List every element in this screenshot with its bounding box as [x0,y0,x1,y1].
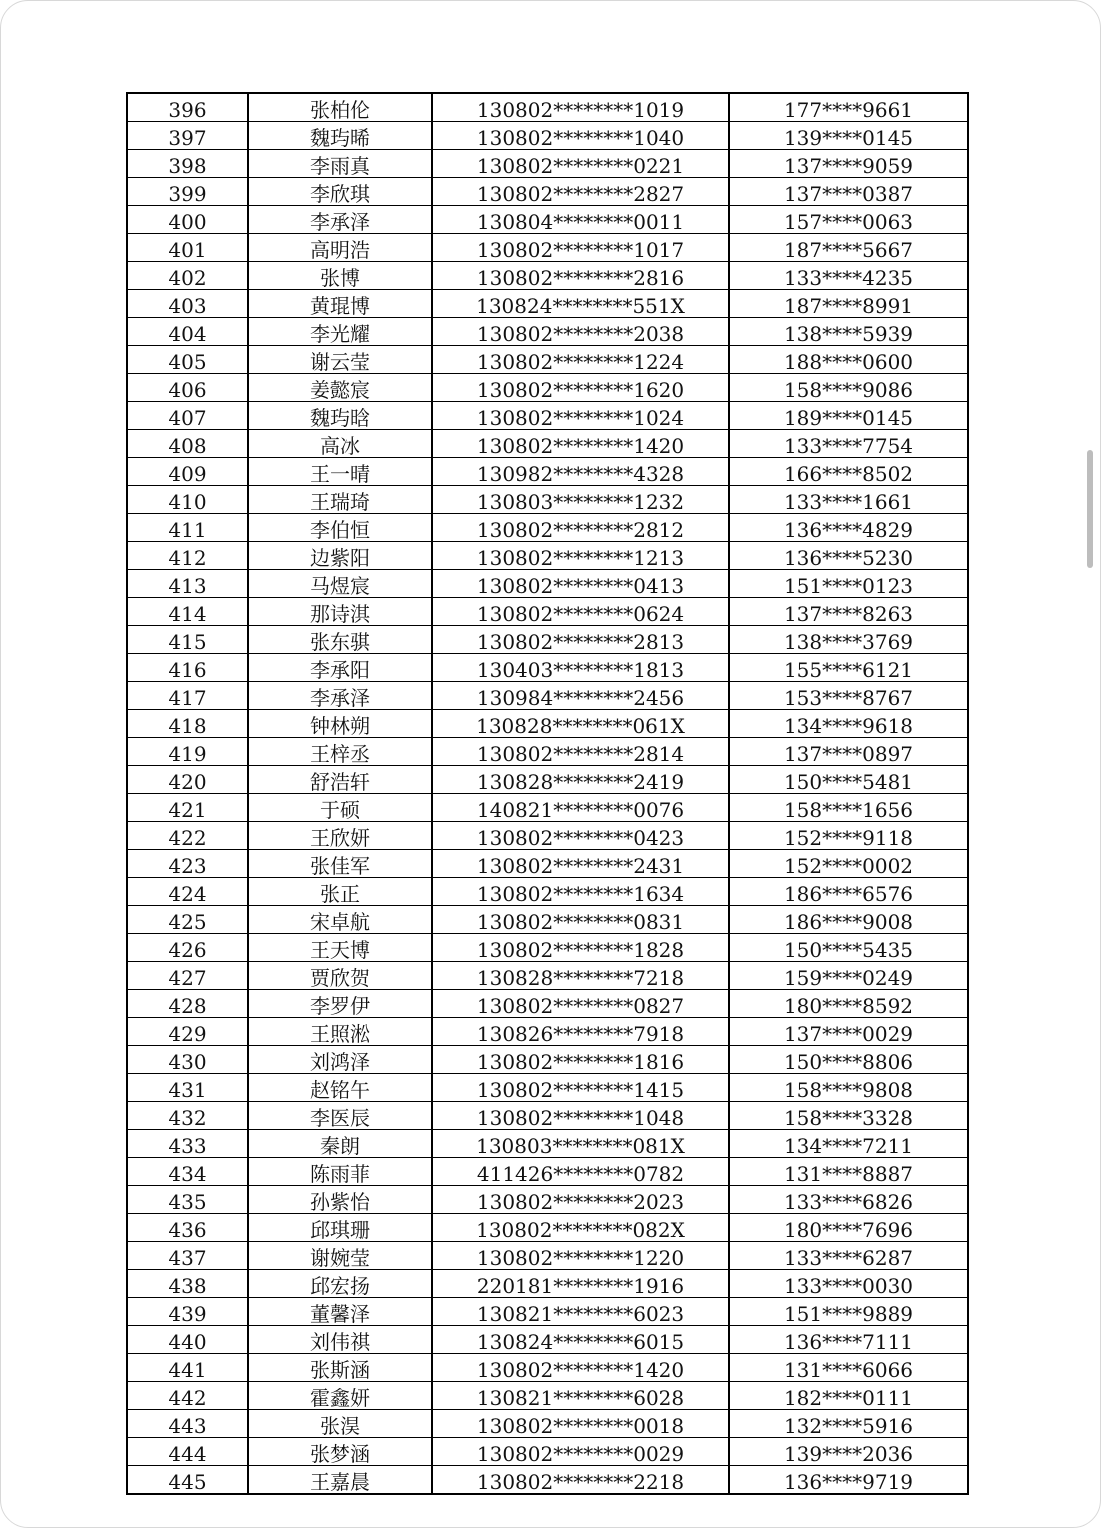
cell-name: 黄琨博 [248,290,432,318]
cell-name: 贾欣贺 [248,962,432,990]
cell-number: 438 [127,1270,248,1298]
cell-id-number: 130821********6028 [432,1382,729,1410]
cell-id-number: 130804********0011 [432,206,729,234]
cell-number: 409 [127,458,248,486]
cell-phone: 137****8263 [729,598,968,626]
table-row [127,1242,968,1270]
cell-id-number: 140821********0076 [432,794,729,822]
cell-id-number: 130826********7918 [432,1018,729,1046]
cell-name: 邱琪珊 [248,1214,432,1242]
cell-id-number: 130802********2827 [432,178,729,206]
cell-phone: 133****1661 [729,486,968,514]
cell-phone: 188****0600 [729,346,968,374]
cell-name: 马煜宸 [248,570,432,598]
table-row [127,93,968,122]
table-row [127,542,968,570]
table-row [127,1074,968,1102]
cell-name: 那诗淇 [248,598,432,626]
cell-id-number: 130982********4328 [432,458,729,486]
cell-phone: 133****0030 [729,1270,968,1298]
table-row [127,262,968,290]
cell-id-number: 130403********1813 [432,654,729,682]
cell-id-number: 411426********0782 [432,1158,729,1186]
cell-number: 437 [127,1242,248,1270]
cell-number: 397 [127,122,248,150]
table-row [127,1046,968,1074]
cell-number: 406 [127,374,248,402]
cell-name: 谢云莹 [248,346,432,374]
cell-number: 410 [127,486,248,514]
cell-name: 边紫阳 [248,542,432,570]
table-row [127,178,968,206]
table-row [127,290,968,318]
cell-phone: 139****2036 [729,1438,968,1466]
cell-number: 411 [127,514,248,542]
table-row [127,1270,968,1298]
table-row [127,766,968,794]
cell-name: 董馨泽 [248,1298,432,1326]
cell-phone: 158****1656 [729,794,968,822]
table-row [127,1298,968,1326]
cell-number: 408 [127,430,248,458]
cell-name: 高明浩 [248,234,432,262]
cell-number: 421 [127,794,248,822]
cell-phone: 151****0123 [729,570,968,598]
cell-phone: 182****0111 [729,1382,968,1410]
cell-id-number: 130802********0423 [432,822,729,850]
cell-phone: 157****0063 [729,206,968,234]
cell-name: 魏玙晞 [248,122,432,150]
cell-number: 422 [127,822,248,850]
cell-number: 403 [127,290,248,318]
cell-id-number: 130802********0831 [432,906,729,934]
cell-phone: 155****6121 [729,654,968,682]
cell-id-number: 130802********2813 [432,626,729,654]
cell-number: 399 [127,178,248,206]
cell-number: 398 [127,150,248,178]
cell-name: 张淏 [248,1410,432,1438]
table-row [127,1326,968,1354]
cell-number: 405 [127,346,248,374]
cell-phone: 186****6576 [729,878,968,906]
cell-name: 王梓丞 [248,738,432,766]
cell-id-number: 130802********1634 [432,878,729,906]
cell-phone: 152****9118 [729,822,968,850]
cell-id-number: 130802********0221 [432,150,729,178]
cell-id-number: 130802********2023 [432,1186,729,1214]
cell-id-number: 130802********0018 [432,1410,729,1438]
cell-phone: 133****6826 [729,1186,968,1214]
cell-number: 416 [127,654,248,682]
cell-name: 刘鸿泽 [248,1046,432,1074]
cell-name: 赵铭午 [248,1074,432,1102]
cell-number: 444 [127,1438,248,1466]
cell-id-number: 130802********1019 [432,93,729,122]
cell-number: 429 [127,1018,248,1046]
cell-phone: 131****6066 [729,1354,968,1382]
table-row [127,962,968,990]
table-row [127,374,968,402]
cell-id-number: 130802********1024 [432,402,729,430]
cell-phone: 150****5435 [729,934,968,962]
cell-phone: 187****8991 [729,290,968,318]
table-row [127,682,968,710]
cell-phone: 136****4829 [729,514,968,542]
table-row [127,906,968,934]
cell-name: 王瑞琦 [248,486,432,514]
table-row [127,458,968,486]
table-row [127,318,968,346]
cell-phone: 150****5481 [729,766,968,794]
cell-id-number: 130803********081X [432,1130,729,1158]
cell-phone: 159****0249 [729,962,968,990]
cell-number: 427 [127,962,248,990]
cell-phone: 133****7754 [729,430,968,458]
cell-id-number: 130802********1828 [432,934,729,962]
cell-id-number: 130802********2814 [432,738,729,766]
table-row [127,1354,968,1382]
cell-id-number: 130802********2816 [432,262,729,290]
cell-phone: 153****8767 [729,682,968,710]
table-row [127,1102,968,1130]
cell-number: 431 [127,1074,248,1102]
cell-number: 418 [127,710,248,738]
table-row [127,430,968,458]
table-row [127,654,968,682]
cell-id-number: 130802********1620 [432,374,729,402]
cell-phone: 166****8502 [729,458,968,486]
table-row [127,1186,968,1214]
cell-number: 430 [127,1046,248,1074]
cell-name: 宋卓航 [248,906,432,934]
cell-phone: 136****5230 [729,542,968,570]
cell-number: 442 [127,1382,248,1410]
cell-id-number: 220181********1916 [432,1270,729,1298]
cell-id-number: 130802********1048 [432,1102,729,1130]
table-row [127,150,968,178]
cell-number: 400 [127,206,248,234]
table-row [127,1018,968,1046]
table-row [127,1158,968,1186]
cell-name: 李罗伊 [248,990,432,1018]
table-row [127,850,968,878]
table-row [127,598,968,626]
table-row [127,934,968,962]
cell-id-number: 130802********0413 [432,570,729,598]
cell-phone: 189****0145 [729,402,968,430]
cell-id-number: 130803********1232 [432,486,729,514]
cell-number: 424 [127,878,248,906]
scrollbar-thumb[interactable] [1087,450,1093,568]
cell-number: 402 [127,262,248,290]
cell-number: 419 [127,738,248,766]
cell-name: 李欣琪 [248,178,432,206]
cell-number: 423 [127,850,248,878]
cell-id-number: 130802********1420 [432,1354,729,1382]
cell-name: 李光耀 [248,318,432,346]
cell-phone: 158****9808 [729,1074,968,1102]
roster-body [127,93,968,1494]
cell-number: 417 [127,682,248,710]
cell-phone: 151****9889 [729,1298,968,1326]
cell-phone: 158****3328 [729,1102,968,1130]
table-row [127,990,968,1018]
cell-number: 436 [127,1214,248,1242]
table-row [127,1382,968,1410]
cell-number: 396 [127,93,248,122]
table-row [127,738,968,766]
cell-phone: 134****9618 [729,710,968,738]
table-row [127,570,968,598]
cell-phone: 186****9008 [729,906,968,934]
cell-id-number: 130802********1420 [432,430,729,458]
table-row [127,1214,968,1242]
cell-id-number: 130802********2038 [432,318,729,346]
cell-id-number: 130802********0827 [432,990,729,1018]
cell-phone: 131****8887 [729,1158,968,1186]
cell-name: 张博 [248,262,432,290]
cell-id-number: 130802********1816 [432,1046,729,1074]
cell-id-number: 130828********2419 [432,766,729,794]
cell-phone: 150****8806 [729,1046,968,1074]
cell-name: 李承泽 [248,682,432,710]
cell-phone: 139****0145 [729,122,968,150]
table-row [127,1466,968,1495]
cell-phone: 180****7696 [729,1214,968,1242]
table-row [127,794,968,822]
cell-id-number: 130802********1224 [432,346,729,374]
cell-number: 443 [127,1410,248,1438]
cell-name: 陈雨菲 [248,1158,432,1186]
table-row [127,122,968,150]
cell-id-number: 130802********1220 [432,1242,729,1270]
cell-name: 高冰 [248,430,432,458]
cell-phone: 138****3769 [729,626,968,654]
cell-number: 414 [127,598,248,626]
cell-id-number: 130802********2812 [432,514,729,542]
cell-phone: 177****9661 [729,93,968,122]
table-row [127,402,968,430]
table-row [127,206,968,234]
roster-table [126,92,969,1495]
cell-phone: 132****5916 [729,1410,968,1438]
cell-name: 李伯恒 [248,514,432,542]
cell-id-number: 130802********1213 [432,542,729,570]
cell-name: 王嘉晨 [248,1466,432,1495]
cell-name: 舒浩轩 [248,766,432,794]
cell-number: 435 [127,1186,248,1214]
cell-name: 王欣妍 [248,822,432,850]
cell-name: 王照淞 [248,1018,432,1046]
cell-number: 407 [127,402,248,430]
cell-number: 412 [127,542,248,570]
cell-number: 401 [127,234,248,262]
cell-number: 413 [127,570,248,598]
cell-name: 王天博 [248,934,432,962]
cell-name: 张斯涵 [248,1354,432,1382]
cell-phone: 187****5667 [729,234,968,262]
cell-number: 439 [127,1298,248,1326]
cell-phone: 136****9719 [729,1466,968,1495]
table-row [127,710,968,738]
cell-name: 张正 [248,878,432,906]
cell-number: 433 [127,1130,248,1158]
cell-id-number: 130802********1017 [432,234,729,262]
cell-number: 441 [127,1354,248,1382]
cell-name: 邱宏扬 [248,1270,432,1298]
cell-phone: 137****0029 [729,1018,968,1046]
cell-phone: 180****8592 [729,990,968,1018]
table-row [127,346,968,374]
cell-phone: 158****9086 [729,374,968,402]
cell-name: 钟林朔 [248,710,432,738]
cell-number: 432 [127,1102,248,1130]
cell-number: 445 [127,1466,248,1495]
cell-number: 434 [127,1158,248,1186]
cell-phone: 137****9059 [729,150,968,178]
cell-name: 张梦涵 [248,1438,432,1466]
cell-name: 秦朗 [248,1130,432,1158]
table-row [127,234,968,262]
cell-name: 李承泽 [248,206,432,234]
cell-phone: 137****0897 [729,738,968,766]
cell-id-number: 130802********0029 [432,1438,729,1466]
cell-phone: 152****0002 [729,850,968,878]
cell-phone: 133****6287 [729,1242,968,1270]
table-row [127,1130,968,1158]
cell-name: 谢婉莹 [248,1242,432,1270]
table-row [127,1410,968,1438]
cell-name: 于硕 [248,794,432,822]
cell-id-number: 130824********551X [432,290,729,318]
cell-number: 426 [127,934,248,962]
cell-name: 张东骐 [248,626,432,654]
table-row [127,822,968,850]
table-row [127,1438,968,1466]
cell-name: 姜懿宸 [248,374,432,402]
cell-name: 刘伟祺 [248,1326,432,1354]
cell-name: 魏玙晗 [248,402,432,430]
cell-phone: 137****0387 [729,178,968,206]
cell-name: 李承阳 [248,654,432,682]
cell-id-number: 130824********6015 [432,1326,729,1354]
cell-phone: 138****5939 [729,318,968,346]
cell-id-number: 130802********082X [432,1214,729,1242]
cell-id-number: 130821********6023 [432,1298,729,1326]
cell-name: 霍鑫妍 [248,1382,432,1410]
cell-number: 404 [127,318,248,346]
cell-id-number: 130802********2218 [432,1466,729,1495]
cell-name: 张柏伦 [248,93,432,122]
cell-name: 李雨真 [248,150,432,178]
cell-name: 张佳军 [248,850,432,878]
cell-number: 428 [127,990,248,1018]
table-row [127,626,968,654]
cell-name: 王一晴 [248,458,432,486]
cell-id-number: 130984********2456 [432,682,729,710]
cell-number: 420 [127,766,248,794]
cell-id-number: 130802********1415 [432,1074,729,1102]
cell-number: 425 [127,906,248,934]
cell-id-number: 130802********0624 [432,598,729,626]
cell-number: 415 [127,626,248,654]
cell-id-number: 130828********061X [432,710,729,738]
cell-phone: 134****7211 [729,1130,968,1158]
cell-id-number: 130802********1040 [432,122,729,150]
cell-phone: 133****4235 [729,262,968,290]
cell-id-number: 130828********7218 [432,962,729,990]
cell-id-number: 130802********2431 [432,850,729,878]
cell-phone: 136****7111 [729,1326,968,1354]
cell-number: 440 [127,1326,248,1354]
cell-name: 孙紫怡 [248,1186,432,1214]
cell-name: 李医辰 [248,1102,432,1130]
table-row [127,514,968,542]
table-row [127,878,968,906]
table-row [127,486,968,514]
